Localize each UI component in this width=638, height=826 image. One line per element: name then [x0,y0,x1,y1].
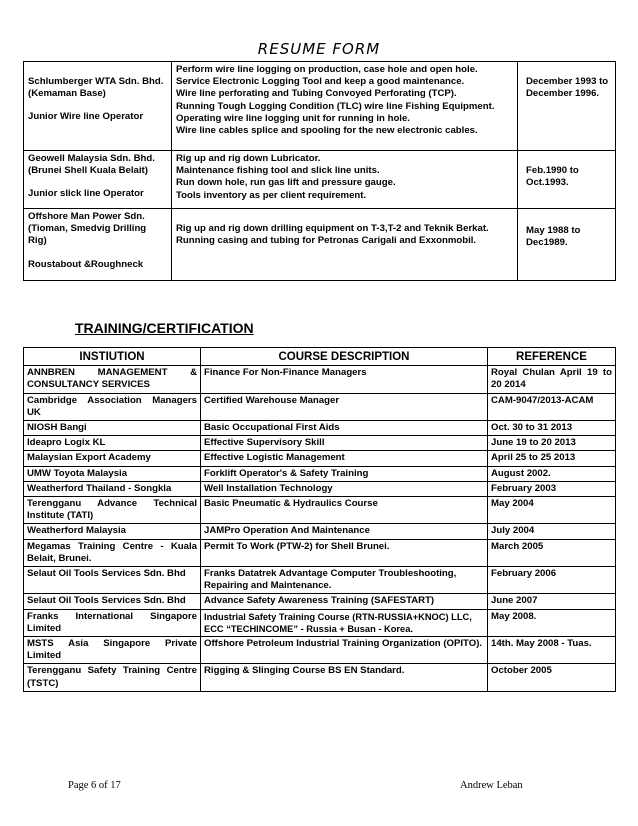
course-cell: Offshore Petroleum Industrial Training Organization (OPITO). [201,637,488,664]
institution-cell: Weatherford Thailand - Songkla [24,481,201,496]
employment-row [24,151,616,209]
course-cell: Certified Warehouse Manager [201,393,488,420]
duties-cell [172,209,518,281]
course-cell: Industrial Safety Training Course (RTN-RUSSIA+KNOC) LLC, ECC “TECHINCOME” - Russia + Busan - Korea. [201,609,488,636]
institution-cell: Ideapro Logix KL [24,436,201,451]
page-number: Page 6 of 17 [68,780,121,791]
column-header-course: COURSE DESCRIPTION [201,348,488,366]
training-row [24,481,616,496]
duty-line: Rig up and rig down drilling equipment on T-3,T-2 and Teknik Berkat. [176,223,489,234]
duty-line: Maintenance fishing tool and slick line units. [176,165,380,177]
course-cell: Forklift Operator's & Safety Training [201,466,488,481]
institution-cell: Selaut Oil Tools Services Sdn. Bhd [24,567,201,594]
duty-line: Running Tough Logging Condition (TLC) wire line Fishing Equipment. [176,100,495,112]
course-cell: Basic Occupational First Aids [201,421,488,436]
institution-cell: NIOSH Bangi [24,421,201,436]
institution-cell: Cambridge Association Managers UK [24,393,201,420]
institution-cell: Selaut Oil Tools Services Sdn. Bhd [24,594,201,609]
training-table [23,347,616,692]
duty-line: Run down hole, run gas lift and pressure gauge. [176,177,396,189]
institution-cell: ANNBREN MANAGEMENT & CONSULTANCY SERVICES [24,366,201,393]
training-row [24,524,616,539]
duty-line: Running casing and tubing for Petronas Carigali and Exxonmobil. [176,235,477,247]
course-cell: Advance Safety Awareness Training (SAFESTART) [201,594,488,609]
training-row [24,366,616,393]
employment-period: December 1993 to December 1996. [526,76,609,100]
company-name: Offshore Man Power Sdn. (Tioman, Smedvig Drilling Rig) [28,211,147,247]
employer-cell [24,151,172,209]
reference-cell: June 2007 [488,594,616,609]
column-header-institution: INSTIUTION [24,348,201,366]
training-row [24,436,616,451]
training-row [24,664,616,691]
job-position: Roustabout &Roughneck [28,258,144,270]
training-row [24,497,616,524]
employment-row [24,209,616,281]
institution-cell: Weatherford Malaysia [24,524,201,539]
reference-cell: August 2002. [488,466,616,481]
training-heading: TRAINING/CERTIFICATION [75,320,254,336]
course-cell: Permit To Work (PTW-2) for Shell Brunei. [201,539,488,566]
employment-row [24,62,616,151]
reference-cell: Royal Chulan April 19 to 20 2014 [488,366,616,393]
training-header-row [24,348,616,366]
company-name: Schlumberger WTA Sdn. Bhd. (Kemaman Base) [28,76,164,100]
reference-cell: May 2008. [488,609,616,636]
reference-cell: October 2005 [488,664,616,691]
reference-cell: May 2004 [488,497,616,524]
reference-cell: 14th. May 2008 - Tuas. [488,637,616,664]
course-cell: Finance For Non-Finance Managers [201,366,488,393]
course-cell: Well Installation Technology [201,481,488,496]
duty-line: Perform wire line logging on production, case hole and open hole. [176,64,478,75]
author-name: Andrew Leban [460,780,523,791]
job-position: Junior Wire line Operator [28,111,144,123]
company-name: Geowell Malaysia Sdn. Bhd. (Brunei Shell Kuala Belait) [28,153,155,177]
period-cell [518,62,616,151]
institution-cell: UMW Toyota Malaysia [24,466,201,481]
reference-cell: CAM-9047/2013-ACAM [488,393,616,420]
job-position: Junior slick line Operator [28,188,144,200]
duties-cell [172,151,518,209]
employer-cell [24,209,172,281]
institution-cell: Megamas Training Centre - Kuala Belait, Brunei. [24,539,201,566]
duty-line: Rig up and rig down Lubricator. [176,153,321,164]
course-cell: Basic Pneumatic & Hydraulics Course [201,497,488,524]
training-row [24,466,616,481]
reference-cell: March 2005 [488,539,616,566]
training-row [24,421,616,436]
reference-cell: July 2004 [488,524,616,539]
reference-cell: February 2006 [488,567,616,594]
reference-cell: June 19 to 20 2013 [488,436,616,451]
institution-cell: MSTS Asia Singapore Private Limited [24,637,201,664]
course-cell: Franks Datatrek Advantage Computer Troubleshooting, Repairing and Maintenance. [201,567,488,594]
reference-cell: Oct. 30 to 31 2013 [488,421,616,436]
training-row [24,451,616,466]
training-row [24,393,616,420]
training-row [24,637,616,664]
column-header-reference: REFERENCE [488,348,616,366]
course-cell: Rigging & Slinging Course BS EN Standard. [201,664,488,691]
training-row [24,539,616,566]
employment-period: May 1988 to Dec1989. [526,225,581,249]
reference-cell: April 25 to 25 2013 [488,451,616,466]
duty-line: Wire line perforating and Tubing Convoyed Perforating (TCP). [176,88,457,100]
page-title: RESUME FORM [257,40,381,58]
institution-cell: Franks International Singapore Limited [24,609,201,636]
duty-line: Wire line cables splice and spooling for the new electronic cables. [176,125,478,137]
training-row [24,609,616,636]
employment-table [23,61,616,281]
duty-line: Service Electronic Logging Tool and keep a good maintenance. [176,76,465,88]
period-cell [518,151,616,209]
employment-period: Feb.1990 to Oct.1993. [526,165,579,189]
course-cell: JAMPro Operation And Maintenance [201,524,488,539]
institution-cell: Terengganu Safety Training Centre (TSTC) [24,664,201,691]
period-cell [518,209,616,281]
duties-cell [172,62,518,151]
institution-cell: Terengganu Advance Technical Institute (TATI) [24,497,201,524]
employer-cell [24,62,172,151]
training-row [24,567,616,594]
reference-cell: February 2003 [488,481,616,496]
duty-line: Tools inventory as per client requirement. [176,189,367,201]
course-cell: Effective Supervisory Skill [201,436,488,451]
course-cell: Effective Logistic Management [201,451,488,466]
duty-line: Operating wire line logging unit for running in hole. [176,112,410,124]
training-row [24,594,616,609]
institution-cell: Malaysian Export Academy [24,451,201,466]
